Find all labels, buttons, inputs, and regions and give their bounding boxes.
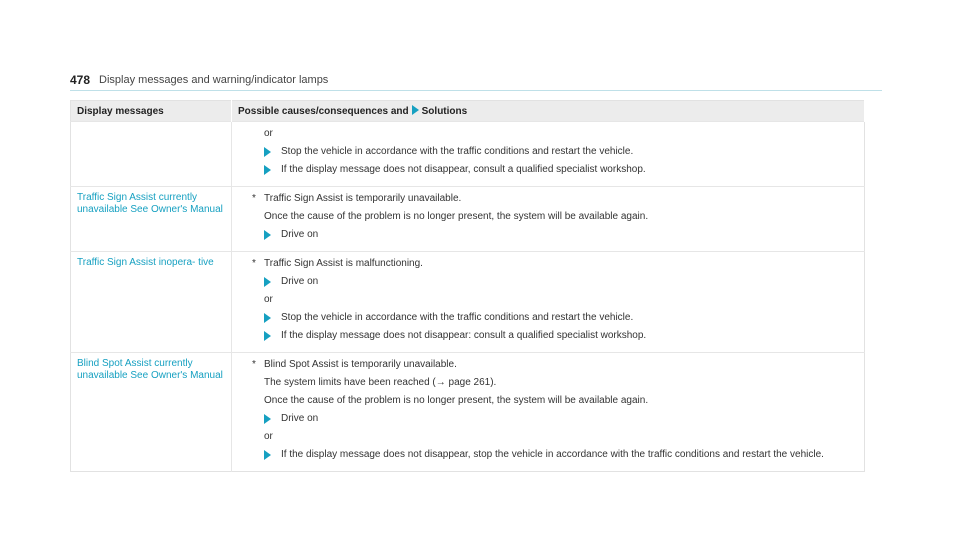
solution-cell <box>232 187 865 252</box>
info-line <box>238 293 858 307</box>
page-header <box>70 70 882 91</box>
display-message: Blind Spot Assist currently unavailable See Owner's Manual <box>77 358 223 381</box>
column-header-causes: Possible causes/consequences and <box>238 106 409 117</box>
arrow-icon <box>412 105 419 115</box>
cause-text: Traffic Sign Assist is temporarily unavailable. <box>264 193 462 204</box>
solution-cell <box>232 122 865 187</box>
info-line <box>238 430 858 444</box>
solution-cell <box>232 252 865 353</box>
cause-text: Blind Spot Assist is temporarily unavailable. <box>264 359 457 370</box>
info-text: The system limits have been reached (→ page 261). <box>264 377 497 388</box>
step-text: Stop the vehicle in accordance with the traffic conditions and restart the vehicle. <box>281 146 634 157</box>
message-cell <box>71 187 232 252</box>
cause-line <box>238 358 858 372</box>
message-cell <box>71 122 232 187</box>
display-message: Traffic Sign Assist inopera- tive <box>77 257 214 268</box>
step-text: If the display message does not disappear, stop the vehicle in accordance with the traffic conditions and restart the vehicle. <box>281 449 824 460</box>
cause-marker: * <box>252 193 256 204</box>
info-line <box>238 376 858 390</box>
solution-step <box>238 448 858 462</box>
message-cell <box>71 353 232 472</box>
info-text: Once the cause of the problem is no longer present, the system will be available again. <box>264 395 649 406</box>
table-header-row <box>71 101 865 122</box>
arrow-icon <box>264 147 271 157</box>
step-text: Drive on <box>281 229 319 240</box>
arrow-icon <box>264 414 271 424</box>
column-header-solutions <box>232 101 865 122</box>
arrow-icon <box>264 450 271 460</box>
table-row <box>71 122 865 187</box>
solution-step <box>238 275 858 289</box>
solution-step <box>238 228 858 242</box>
arrow-icon <box>264 165 271 175</box>
display-message: Traffic Sign Assist currently unavailable See Owner's Manual <box>77 192 223 215</box>
info-text: or <box>264 294 273 305</box>
solution-step <box>238 163 858 177</box>
info-line <box>238 394 858 408</box>
step-text: Drive on <box>281 413 319 424</box>
column-header-messages: Display messages <box>71 101 232 122</box>
display-messages-table <box>70 100 865 472</box>
info-line <box>238 127 858 141</box>
arrow-icon <box>264 313 271 323</box>
step-text: Stop the vehicle in accordance with the traffic conditions and restart the vehicle. <box>281 312 634 323</box>
table-row <box>71 353 865 472</box>
step-text: If the display message does not disappear, consult a qualified specialist workshop. <box>281 164 646 175</box>
message-cell <box>71 252 232 353</box>
cause-marker: * <box>252 258 256 269</box>
arrow-icon <box>264 331 271 341</box>
page-number: 478 <box>70 73 91 87</box>
solution-step <box>238 145 858 159</box>
solution-step <box>238 412 858 426</box>
info-line <box>238 210 858 224</box>
header-title: Display messages and warning/indicator lamps <box>99 74 329 86</box>
cause-line <box>238 192 858 206</box>
solution-step <box>238 329 858 343</box>
column-header-solutions-label: Solutions <box>421 106 468 117</box>
info-text: or <box>264 431 273 442</box>
step-text: Drive on <box>281 276 319 287</box>
arrow-icon <box>264 277 271 287</box>
solution-step <box>238 311 858 325</box>
cause-marker: * <box>252 359 256 370</box>
info-text: or <box>264 128 273 139</box>
table-row <box>71 187 865 252</box>
arrow-icon <box>264 230 271 240</box>
cause-text: Traffic Sign Assist is malfunctioning. <box>264 258 423 269</box>
table-body <box>71 122 865 472</box>
table-row <box>71 252 865 353</box>
cause-line <box>238 257 858 271</box>
step-text: If the display message does not disappear: consult a qualified specialist workshop. <box>281 330 647 341</box>
info-text: Once the cause of the problem is no longer present, the system will be available again. <box>264 211 649 222</box>
solution-cell <box>232 353 865 472</box>
